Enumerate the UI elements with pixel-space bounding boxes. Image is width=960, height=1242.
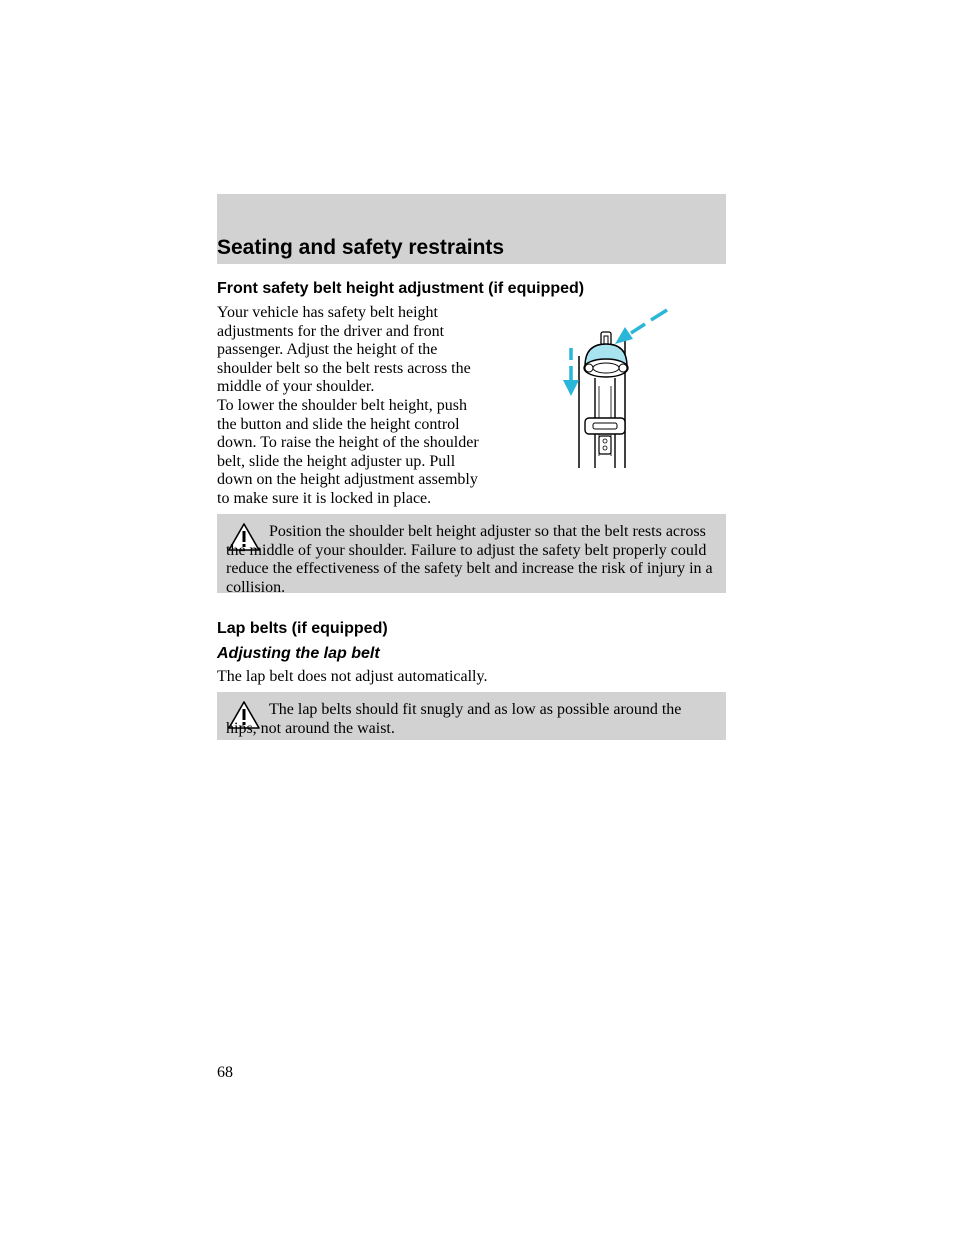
warning-box-lap-belt <box>217 692 726 740</box>
height-adjustment-intro: Your vehicle has safety belt height adjustments for the driver and front passenger. Adjust the height of the shoulder belt so the belt rests across the middle of your shoulder. <box>217 304 471 396</box>
adjusting-lap-belt-subheading: Adjusting the lap belt <box>217 645 380 662</box>
warning-text-height-adjuster: Position the shoulder belt height adjuster so that the belt rests across the middle of your shoulder. Failure to adjust the safety belt properly could reduce the effectiveness of the safety belt and increase the risk of injury in a collision. <box>226 523 713 596</box>
height-adjustment-heading: Front safety belt height adjustment (if equipped) <box>217 280 585 297</box>
belt-height-adjuster-illustration <box>555 296 673 472</box>
warning-box-height-adjuster <box>217 514 726 596</box>
height-adjustment-instructions: To lower the shoulder belt height, push the button and slide the height control down. To raise the height of the shoulder belt, slide the height adjuster up. Pull down on the height adjustment assembly to make sure it is locked in place. <box>217 397 479 507</box>
warning-text-lap-belt: The lap belts should fit snugly and as low as possible around the hips, not around the waist. <box>226 701 682 737</box>
lap-belt-paragraph: The lap belt does not adjust automatically. <box>217 668 488 685</box>
section-title: Seating and safety restraints <box>217 236 505 259</box>
page-number: 68 <box>217 1064 233 1081</box>
lap-belts-heading: Lap belts (if equipped) <box>217 620 388 637</box>
